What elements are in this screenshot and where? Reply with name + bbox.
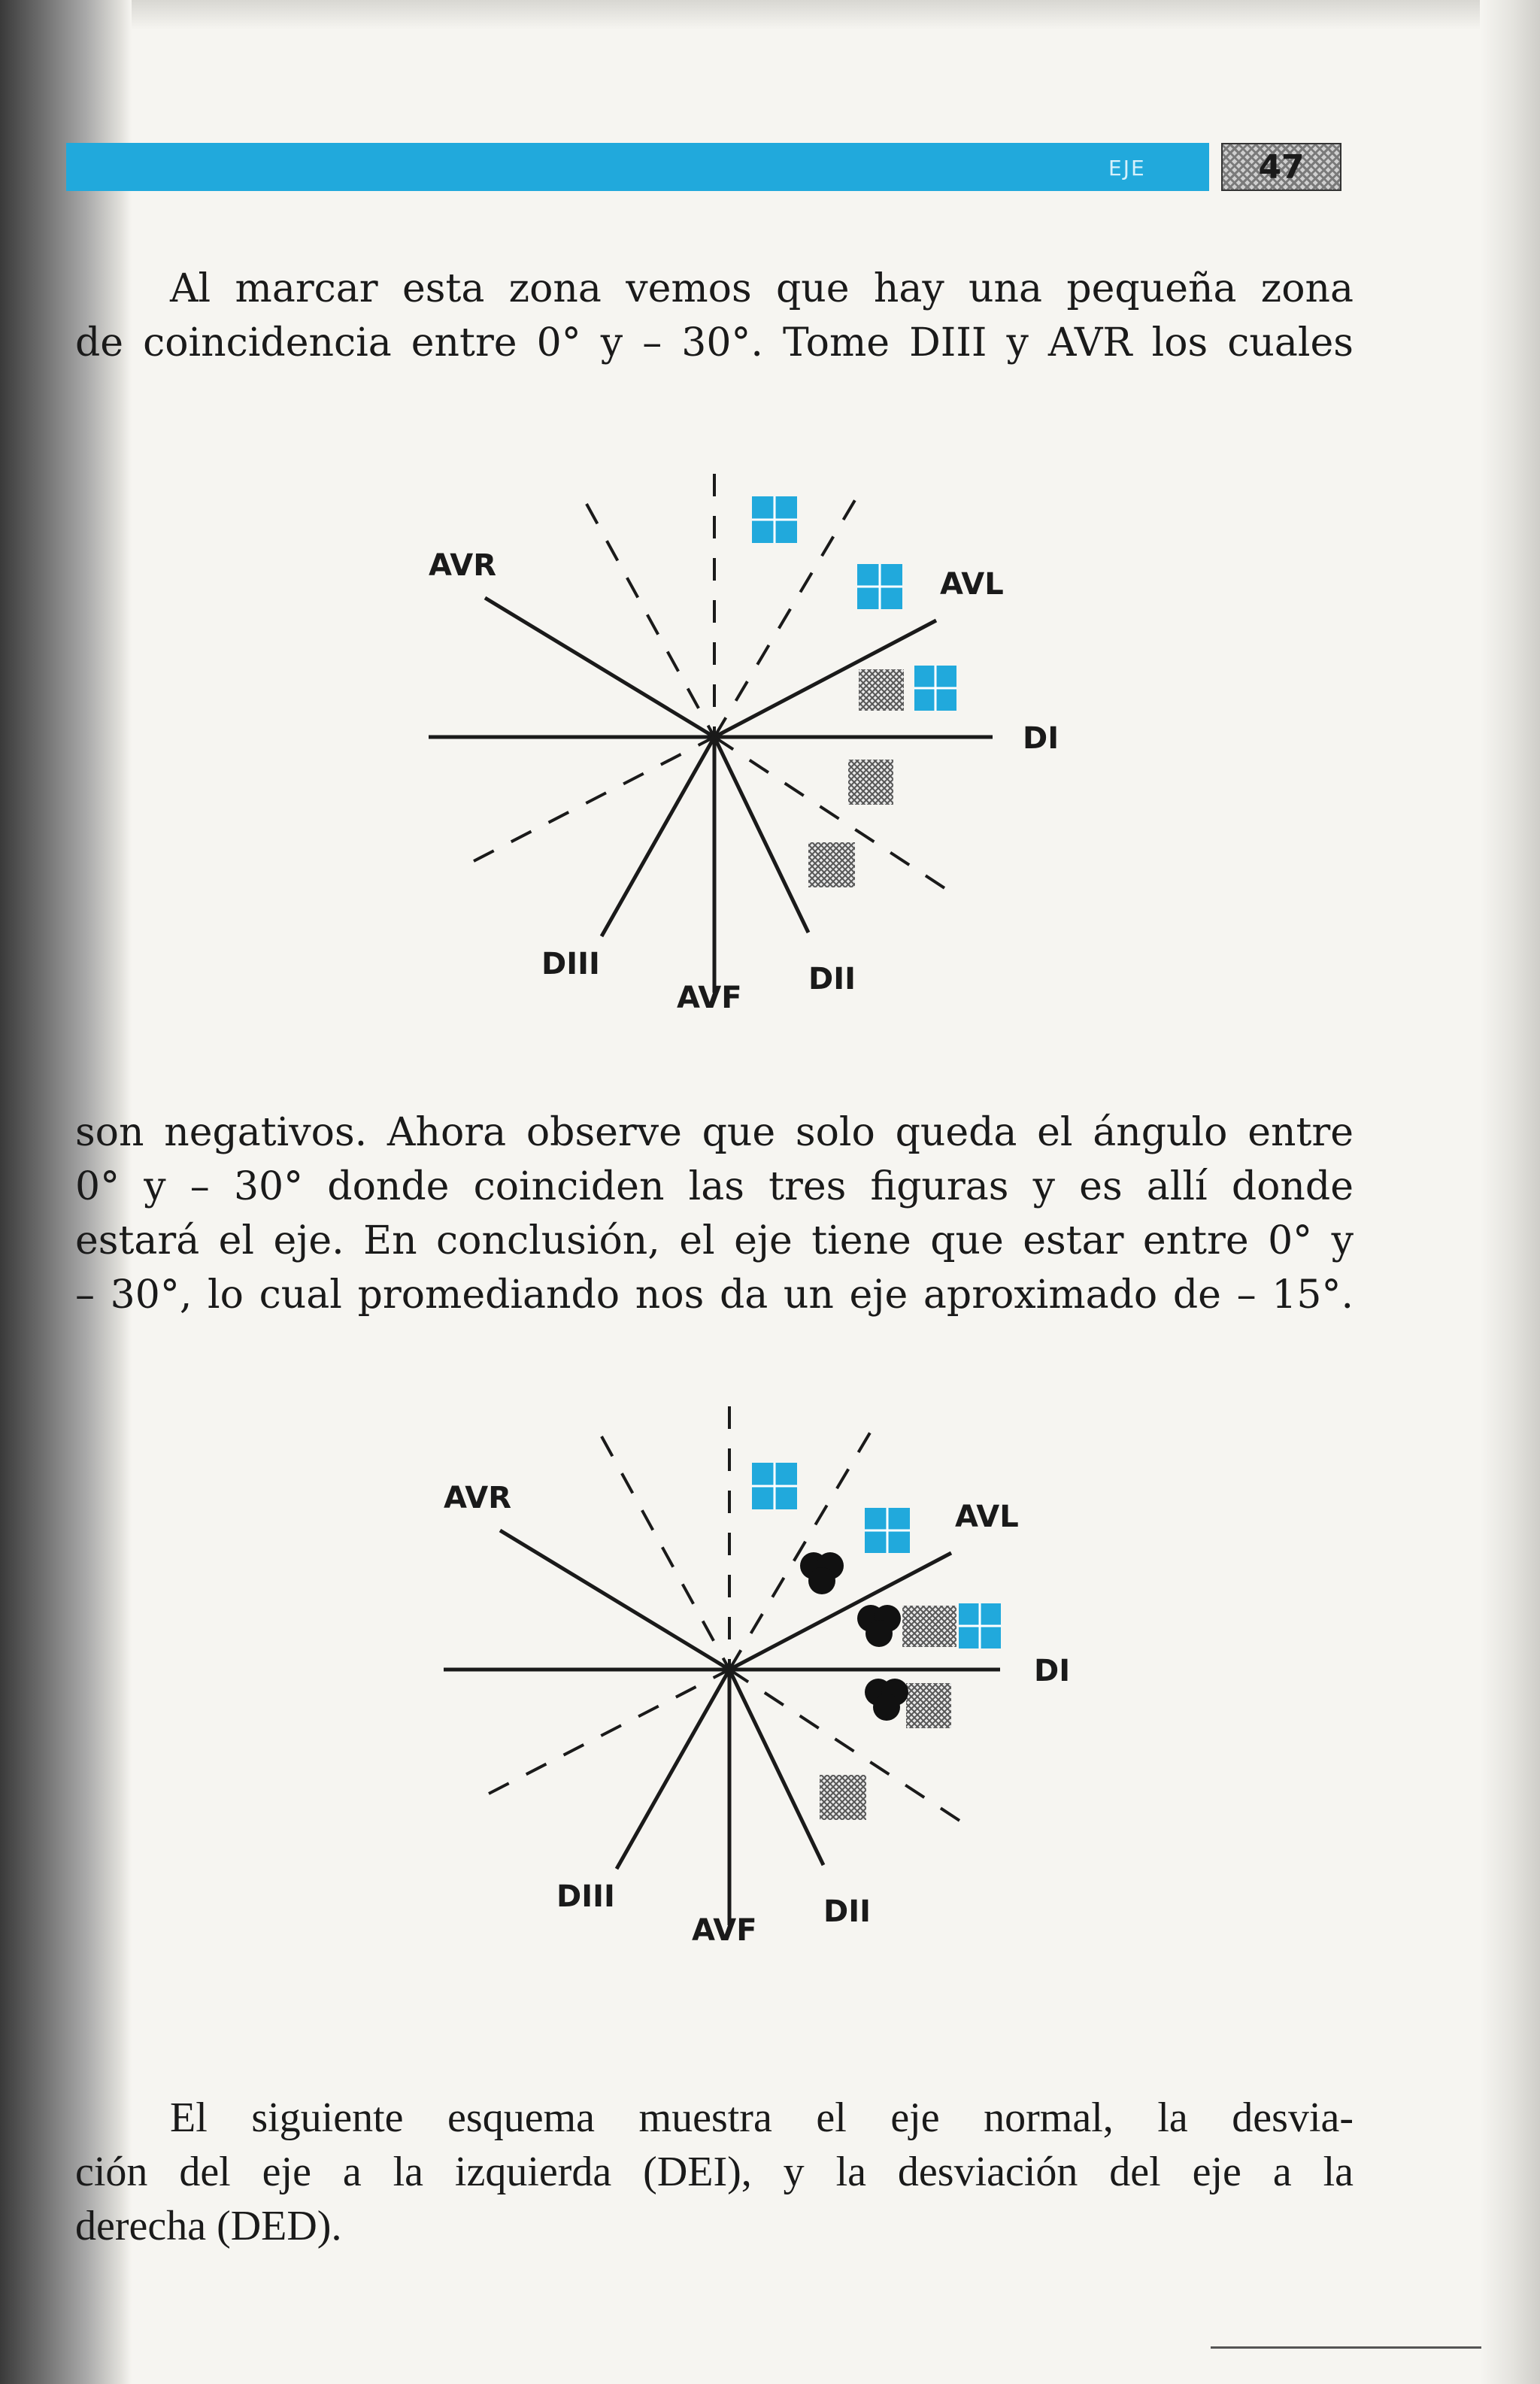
paragraph-line: El siguiente esquema muestra el eje normal, la desvia- <box>170 2094 1354 2141</box>
page-top-shadow <box>0 0 1540 30</box>
gray-pattern-marker <box>820 1775 866 1820</box>
section-label: EJE <box>1108 156 1146 180</box>
lead-line-diii <box>602 737 714 936</box>
gray-pattern-marker <box>906 1683 951 1728</box>
label-di: DI <box>1034 1654 1071 1688</box>
header-bar <box>66 143 1209 191</box>
axis-diagram-1 <box>361 451 1113 1038</box>
black-trefoil-marker <box>865 1679 908 1721</box>
lead-line-diii <box>617 1670 729 1869</box>
black-trefoil-marker <box>800 1552 844 1594</box>
paragraph-line: – 30°, lo cual promediando nos da un eje aproximado de – 15°. <box>75 1272 1354 1318</box>
paragraph-1 <box>75 262 1354 370</box>
label-dii: DII <box>808 962 856 996</box>
paragraph-line: ción del eje a la izquierda (DEI), y la desviación del eje a la <box>75 2149 1354 2195</box>
gray-pattern-marker <box>808 842 855 887</box>
label-avr: AVR <box>444 1481 511 1515</box>
paragraph-line: derecha (DED). <box>75 2203 342 2249</box>
lead-line-avr <box>500 1530 729 1670</box>
lead-line-avr <box>485 598 714 737</box>
gray-pattern-marker <box>902 1606 956 1647</box>
label-avf: AVF <box>677 981 742 1015</box>
label-avl: AVL <box>955 1500 1019 1534</box>
gray-pattern-marker <box>848 760 893 805</box>
paragraph-line: son negativos. Ahora observe que solo queda el ángulo entre <box>75 1110 1354 1155</box>
paragraph-line: Al marcar esta zona vemos que hay una pequeña zona <box>170 266 1354 311</box>
paragraph-2 <box>75 1106 1354 1322</box>
label-avr: AVR <box>429 548 496 583</box>
dashed-line-left-upper <box>602 1436 729 1670</box>
label-diii: DIII <box>556 1879 615 1914</box>
label-avf: AVF <box>692 1913 757 1948</box>
label-avl: AVL <box>940 567 1004 602</box>
paragraph-line: 0° y – 30° donde coinciden las tres figuras y es allí donde <box>75 1164 1354 1209</box>
page-edge-shadow <box>1480 0 1540 2384</box>
black-trefoil-marker <box>857 1605 901 1647</box>
paragraph-line: estará el eje. En conclusión, el eje tiene que estar entre 0° y <box>75 1218 1354 1263</box>
label-dii: DII <box>823 1894 871 1929</box>
dashed-line-left-upper <box>587 504 714 737</box>
gray-pattern-marker <box>859 669 904 711</box>
label-di: DI <box>1023 721 1060 756</box>
paragraph-line: de coincidencia entre 0° y – 30°. Tome DIII y AVR los cuales <box>75 320 1354 365</box>
page-number: 47 <box>1258 147 1305 187</box>
paragraph-3 <box>75 2091 1354 2253</box>
label-diii: DIII <box>541 947 600 981</box>
footer-rule <box>1211 2346 1481 2349</box>
axis-diagram-2 <box>376 1384 1128 1970</box>
